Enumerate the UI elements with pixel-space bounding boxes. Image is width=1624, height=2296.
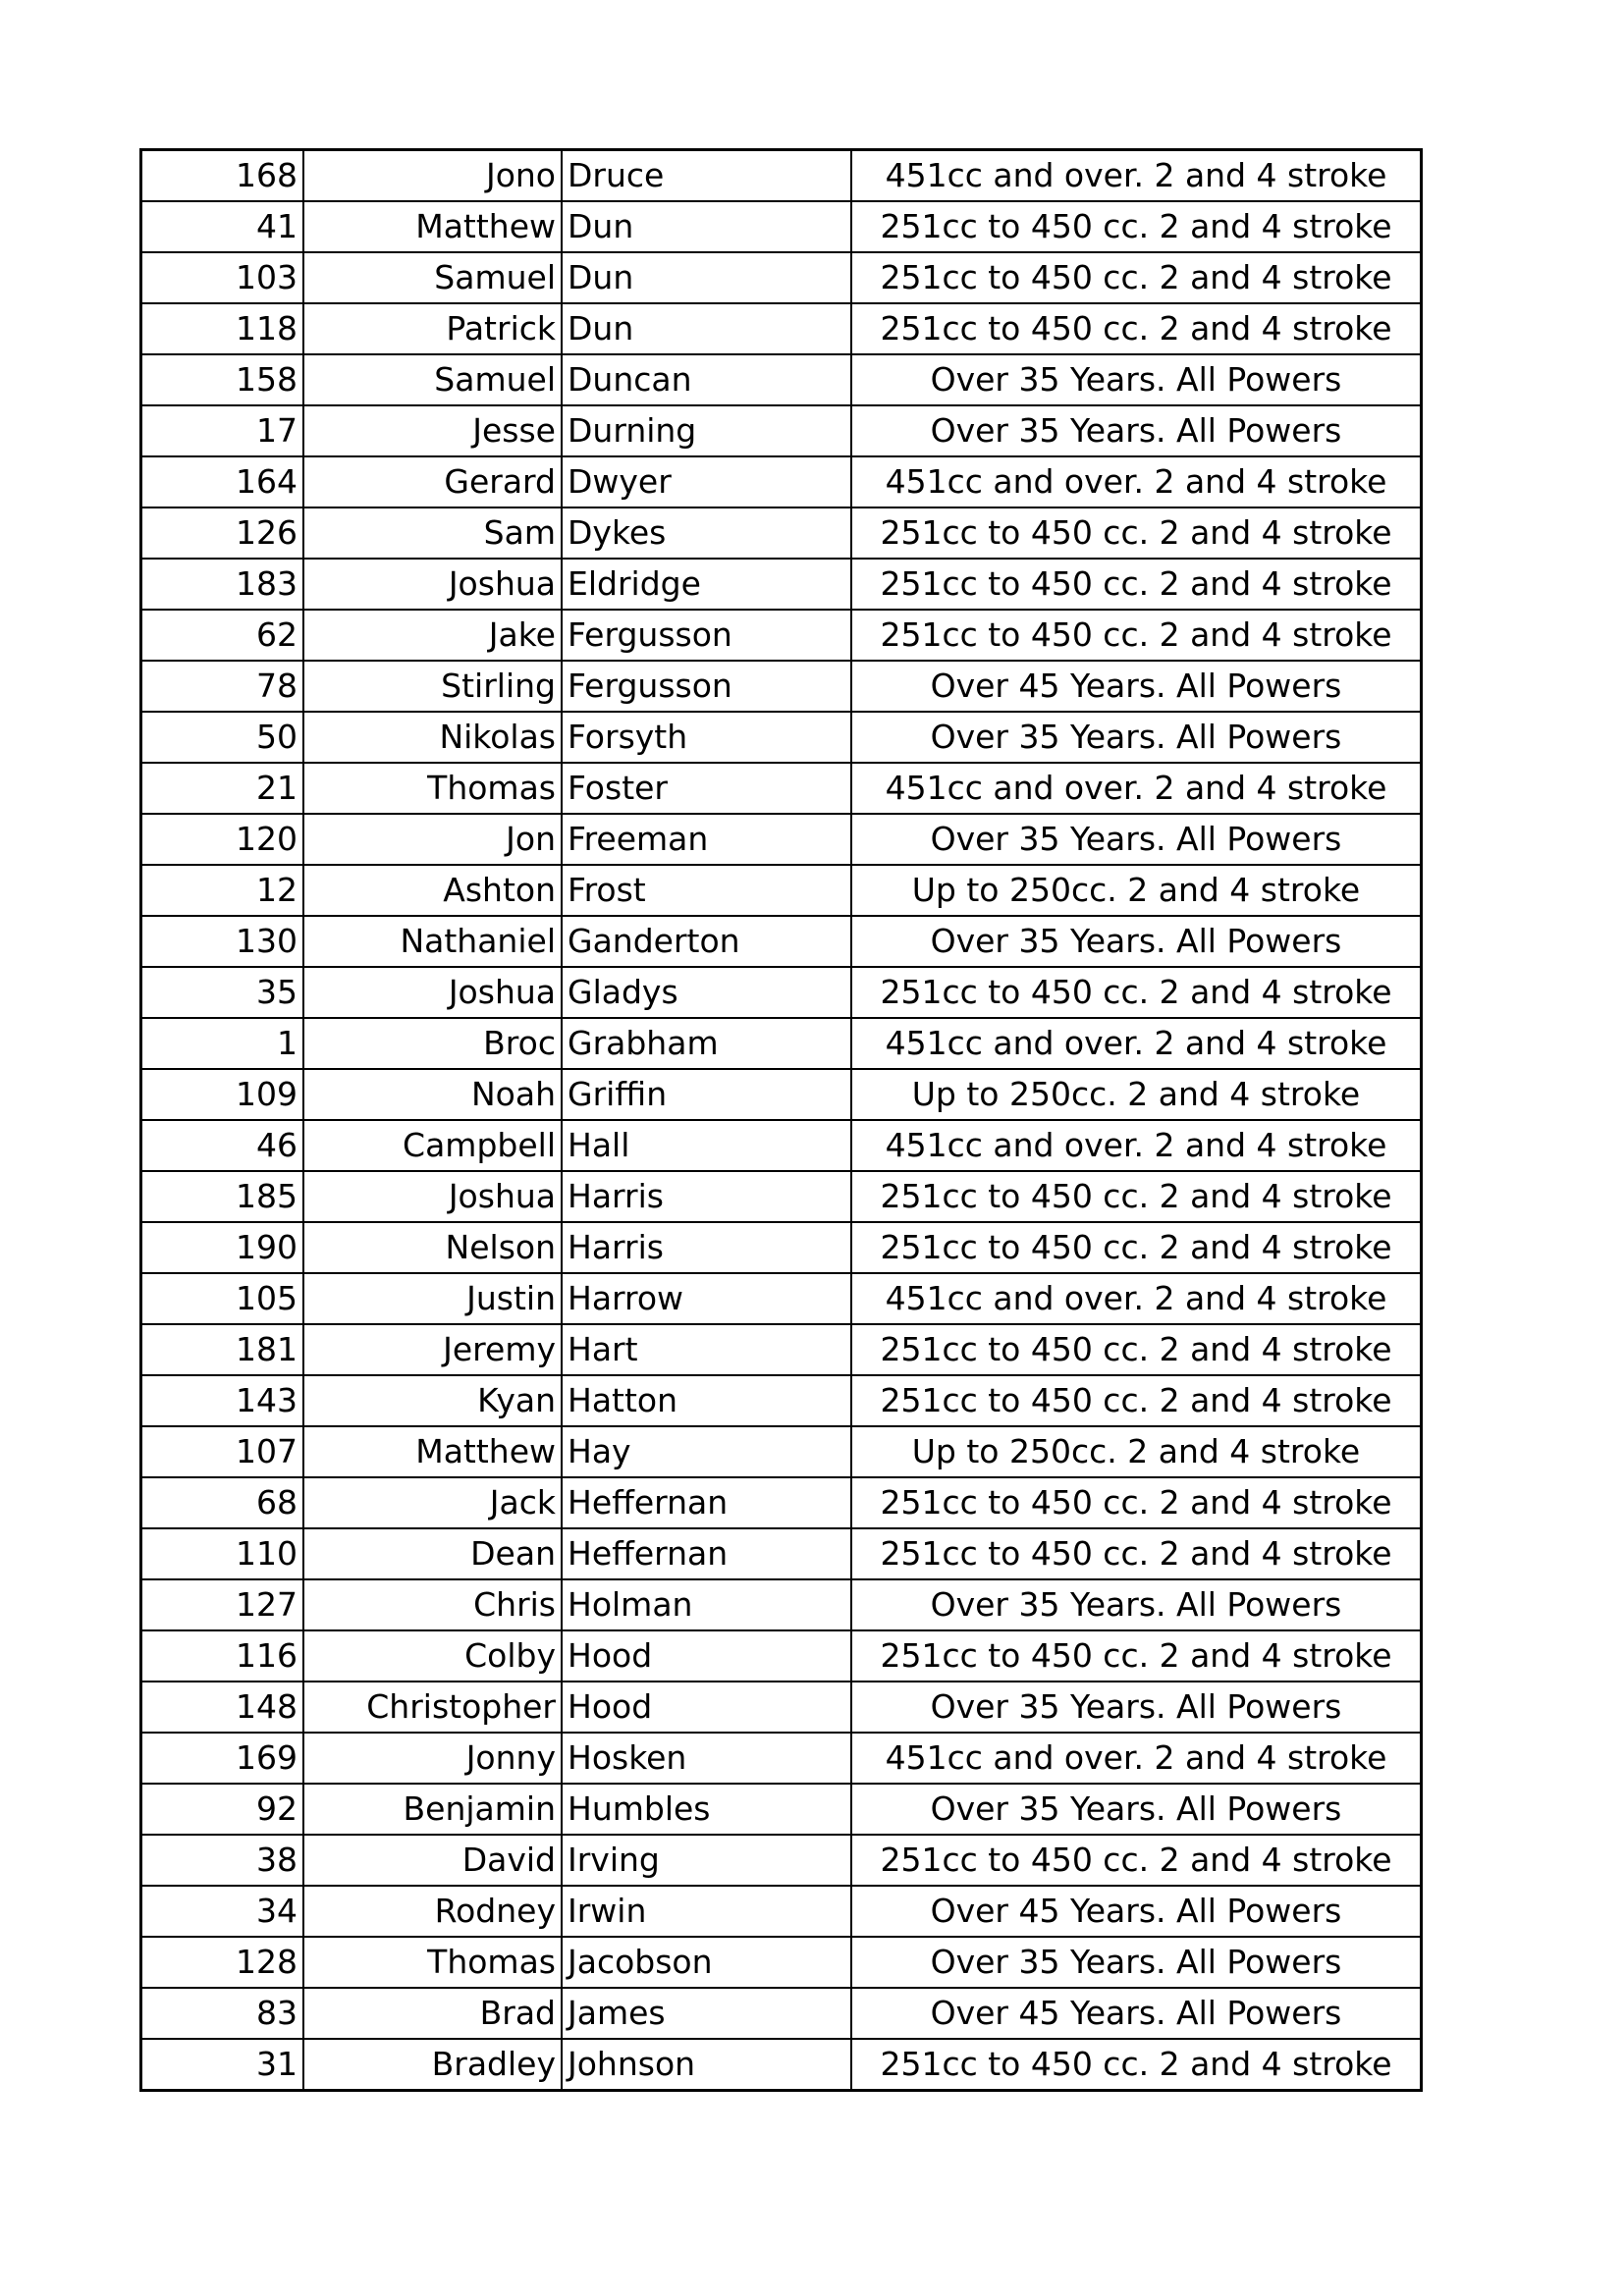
table-row <box>141 1069 1422 1120</box>
table-row <box>141 865 1422 916</box>
last-name-cell: Fergusson <box>562 610 851 661</box>
class-cell: Over 35 Years. All Powers <box>851 354 1422 405</box>
class-cell: 251cc to 450 cc. 2 and 4 stroke <box>851 1477 1422 1528</box>
class-cell: Over 45 Years. All Powers <box>851 1886 1422 1937</box>
table-row <box>141 559 1422 610</box>
rider-number-cell: 130 <box>141 916 304 967</box>
table-row <box>141 1835 1422 1886</box>
class-cell: 251cc to 450 cc. 2 and 4 stroke <box>851 201 1422 252</box>
first-name-cell: Gerard <box>303 456 562 507</box>
rider-number-cell: 31 <box>141 2039 304 2091</box>
rider-number-cell: 118 <box>141 303 304 354</box>
rider-number-cell: 50 <box>141 712 304 763</box>
last-name-cell: Ganderton <box>562 916 851 967</box>
class-cell: Over 35 Years. All Powers <box>851 1682 1422 1733</box>
last-name-cell: Gladys <box>562 967 851 1018</box>
first-name-cell: Rodney <box>303 1886 562 1937</box>
class-cell: Over 35 Years. All Powers <box>851 405 1422 456</box>
class-cell: 251cc to 450 cc. 2 and 4 stroke <box>851 559 1422 610</box>
last-name-cell: Forsyth <box>562 712 851 763</box>
rider-number-cell: 127 <box>141 1579 304 1630</box>
rider-number-cell: 92 <box>141 1784 304 1835</box>
last-name-cell: Duncan <box>562 354 851 405</box>
class-cell: Over 35 Years. All Powers <box>851 712 1422 763</box>
last-name-cell: Heffernan <box>562 1528 851 1579</box>
first-name-cell: Patrick <box>303 303 562 354</box>
table-row <box>141 201 1422 252</box>
rider-number-cell: 109 <box>141 1069 304 1120</box>
first-name-cell: Samuel <box>303 252 562 303</box>
class-cell: 251cc to 450 cc. 2 and 4 stroke <box>851 967 1422 1018</box>
class-cell: Over 35 Years. All Powers <box>851 1579 1422 1630</box>
table-row <box>141 405 1422 456</box>
last-name-cell: Grabham <box>562 1018 851 1069</box>
table-row <box>141 1375 1422 1426</box>
first-name-cell: Nathaniel <box>303 916 562 967</box>
rider-number-cell: 62 <box>141 610 304 661</box>
rider-table-body <box>141 150 1422 2091</box>
rider-number-cell: 181 <box>141 1324 304 1375</box>
last-name-cell: Harris <box>562 1171 851 1222</box>
class-cell: 251cc to 450 cc. 2 and 4 stroke <box>851 1835 1422 1886</box>
class-cell: Up to 250cc. 2 and 4 stroke <box>851 1426 1422 1477</box>
last-name-cell: Dwyer <box>562 456 851 507</box>
last-name-cell: Hay <box>562 1426 851 1477</box>
rider-number-cell: 17 <box>141 405 304 456</box>
table-row <box>141 1324 1422 1375</box>
last-name-cell: Hatton <box>562 1375 851 1426</box>
class-cell: Over 45 Years. All Powers <box>851 661 1422 712</box>
last-name-cell: Hood <box>562 1682 851 1733</box>
class-cell: 451cc and over. 2 and 4 stroke <box>851 456 1422 507</box>
rider-number-cell: 21 <box>141 763 304 814</box>
first-name-cell: Jono <box>303 150 562 202</box>
last-name-cell: Irving <box>562 1835 851 1886</box>
class-cell: 251cc to 450 cc. 2 and 4 stroke <box>851 1375 1422 1426</box>
last-name-cell: Eldridge <box>562 559 851 610</box>
first-name-cell: Jon <box>303 814 562 865</box>
last-name-cell: Druce <box>562 150 851 202</box>
class-cell: 451cc and over. 2 and 4 stroke <box>851 1273 1422 1324</box>
rider-number-cell: 78 <box>141 661 304 712</box>
table-row <box>141 354 1422 405</box>
table-row <box>141 507 1422 559</box>
rider-number-cell: 120 <box>141 814 304 865</box>
class-cell: 251cc to 450 cc. 2 and 4 stroke <box>851 1171 1422 1222</box>
table-row <box>141 1579 1422 1630</box>
class-cell: Over 35 Years. All Powers <box>851 916 1422 967</box>
class-cell: 251cc to 450 cc. 2 and 4 stroke <box>851 1528 1422 1579</box>
table-row <box>141 1426 1422 1477</box>
last-name-cell: Johnson <box>562 2039 851 2091</box>
class-cell: 251cc to 450 cc. 2 and 4 stroke <box>851 1630 1422 1682</box>
class-cell: 451cc and over. 2 and 4 stroke <box>851 1018 1422 1069</box>
table-row <box>141 252 1422 303</box>
rider-number-cell: 116 <box>141 1630 304 1682</box>
table-row <box>141 1886 1422 1937</box>
first-name-cell: Samuel <box>303 354 562 405</box>
first-name-cell: Colby <box>303 1630 562 1682</box>
first-name-cell: Thomas <box>303 763 562 814</box>
rider-number-cell: 105 <box>141 1273 304 1324</box>
rider-number-cell: 168 <box>141 150 304 202</box>
last-name-cell: Harrow <box>562 1273 851 1324</box>
first-name-cell: Broc <box>303 1018 562 1069</box>
first-name-cell: Nikolas <box>303 712 562 763</box>
last-name-cell: Durning <box>562 405 851 456</box>
class-cell: 251cc to 450 cc. 2 and 4 stroke <box>851 1222 1422 1273</box>
first-name-cell: David <box>303 1835 562 1886</box>
table-row <box>141 1222 1422 1273</box>
rider-number-cell: 185 <box>141 1171 304 1222</box>
class-cell: 451cc and over. 2 and 4 stroke <box>851 1733 1422 1784</box>
last-name-cell: Frost <box>562 865 851 916</box>
rider-number-cell: 34 <box>141 1886 304 1937</box>
last-name-cell: Dun <box>562 201 851 252</box>
first-name-cell: Dean <box>303 1528 562 1579</box>
class-cell: 251cc to 450 cc. 2 and 4 stroke <box>851 252 1422 303</box>
table-row <box>141 456 1422 507</box>
rider-number-cell: 107 <box>141 1426 304 1477</box>
class-cell: 251cc to 450 cc. 2 and 4 stroke <box>851 507 1422 559</box>
table-row <box>141 1937 1422 1988</box>
rider-number-cell: 35 <box>141 967 304 1018</box>
rider-number-cell: 190 <box>141 1222 304 1273</box>
first-name-cell: Brad <box>303 1988 562 2039</box>
table-row <box>141 1733 1422 1784</box>
rider-number-cell: 183 <box>141 559 304 610</box>
table-row <box>141 1477 1422 1528</box>
rider-number-cell: 126 <box>141 507 304 559</box>
last-name-cell: Dun <box>562 252 851 303</box>
class-cell: Over 35 Years. All Powers <box>851 1937 1422 1988</box>
table-row <box>141 763 1422 814</box>
first-name-cell: Benjamin <box>303 1784 562 1835</box>
table-row <box>141 814 1422 865</box>
class-cell: 451cc and over. 2 and 4 stroke <box>851 150 1422 202</box>
last-name-cell: Heffernan <box>562 1477 851 1528</box>
table-row <box>141 1988 1422 2039</box>
rider-number-cell: 12 <box>141 865 304 916</box>
rider-number-cell: 83 <box>141 1988 304 2039</box>
class-cell: 251cc to 450 cc. 2 and 4 stroke <box>851 610 1422 661</box>
table-row <box>141 1273 1422 1324</box>
first-name-cell: Bradley <box>303 2039 562 2091</box>
table-row <box>141 712 1422 763</box>
last-name-cell: Hall <box>562 1120 851 1171</box>
class-cell: 451cc and over. 2 and 4 stroke <box>851 1120 1422 1171</box>
first-name-cell: Noah <box>303 1069 562 1120</box>
last-name-cell: Hood <box>562 1630 851 1682</box>
first-name-cell: Jesse <box>303 405 562 456</box>
first-name-cell: Campbell <box>303 1120 562 1171</box>
table-row <box>141 1528 1422 1579</box>
class-cell: Over 45 Years. All Powers <box>851 1988 1422 2039</box>
table-row <box>141 1171 1422 1222</box>
table-row <box>141 1784 1422 1835</box>
rider-number-cell: 143 <box>141 1375 304 1426</box>
class-cell: Up to 250cc. 2 and 4 stroke <box>851 865 1422 916</box>
class-cell: 251cc to 450 cc. 2 and 4 stroke <box>851 2039 1422 2091</box>
rider-number-cell: 1 <box>141 1018 304 1069</box>
table-row <box>141 1630 1422 1682</box>
last-name-cell: Harris <box>562 1222 851 1273</box>
first-name-cell: Matthew <box>303 201 562 252</box>
table-row <box>141 610 1422 661</box>
first-name-cell: Ashton <box>303 865 562 916</box>
last-name-cell: Hart <box>562 1324 851 1375</box>
last-name-cell: Dykes <box>562 507 851 559</box>
rider-table <box>139 148 1423 2092</box>
first-name-cell: Kyan <box>303 1375 562 1426</box>
last-name-cell: Holman <box>562 1579 851 1630</box>
last-name-cell: James <box>562 1988 851 2039</box>
table-row <box>141 2039 1422 2091</box>
table-row <box>141 916 1422 967</box>
rider-number-cell: 110 <box>141 1528 304 1579</box>
last-name-cell: Fergusson <box>562 661 851 712</box>
rider-number-cell: 41 <box>141 201 304 252</box>
class-cell: 251cc to 450 cc. 2 and 4 stroke <box>851 303 1422 354</box>
first-name-cell: Christopher <box>303 1682 562 1733</box>
first-name-cell: Thomas <box>303 1937 562 1988</box>
rider-number-cell: 68 <box>141 1477 304 1528</box>
first-name-cell: Chris <box>303 1579 562 1630</box>
last-name-cell: Jacobson <box>562 1937 851 1988</box>
first-name-cell: Jake <box>303 610 562 661</box>
table-row <box>141 661 1422 712</box>
table-row <box>141 303 1422 354</box>
rider-number-cell: 164 <box>141 456 304 507</box>
last-name-cell: Griffin <box>562 1069 851 1120</box>
first-name-cell: Jeremy <box>303 1324 562 1375</box>
table-row <box>141 1120 1422 1171</box>
class-cell: Over 35 Years. All Powers <box>851 1784 1422 1835</box>
rider-number-cell: 169 <box>141 1733 304 1784</box>
table-row <box>141 1018 1422 1069</box>
first-name-cell: Nelson <box>303 1222 562 1273</box>
table-row <box>141 967 1422 1018</box>
rider-number-cell: 128 <box>141 1937 304 1988</box>
class-cell: Over 35 Years. All Powers <box>851 814 1422 865</box>
last-name-cell: Irwin <box>562 1886 851 1937</box>
first-name-cell: Sam <box>303 507 562 559</box>
first-name-cell: Stirling <box>303 661 562 712</box>
table-row <box>141 1682 1422 1733</box>
table-row <box>141 150 1422 202</box>
class-cell: Up to 250cc. 2 and 4 stroke <box>851 1069 1422 1120</box>
first-name-cell: Jonny <box>303 1733 562 1784</box>
first-name-cell: Joshua <box>303 1171 562 1222</box>
last-name-cell: Humbles <box>562 1784 851 1835</box>
first-name-cell: Justin <box>303 1273 562 1324</box>
class-cell: 451cc and over. 2 and 4 stroke <box>851 763 1422 814</box>
last-name-cell: Hosken <box>562 1733 851 1784</box>
first-name-cell: Matthew <box>303 1426 562 1477</box>
rider-number-cell: 38 <box>141 1835 304 1886</box>
last-name-cell: Foster <box>562 763 851 814</box>
rider-number-cell: 158 <box>141 354 304 405</box>
rider-number-cell: 148 <box>141 1682 304 1733</box>
rider-number-cell: 103 <box>141 252 304 303</box>
last-name-cell: Freeman <box>562 814 851 865</box>
class-cell: 251cc to 450 cc. 2 and 4 stroke <box>851 1324 1422 1375</box>
first-name-cell: Joshua <box>303 967 562 1018</box>
first-name-cell: Joshua <box>303 559 562 610</box>
first-name-cell: Jack <box>303 1477 562 1528</box>
last-name-cell: Dun <box>562 303 851 354</box>
rider-number-cell: 46 <box>141 1120 304 1171</box>
